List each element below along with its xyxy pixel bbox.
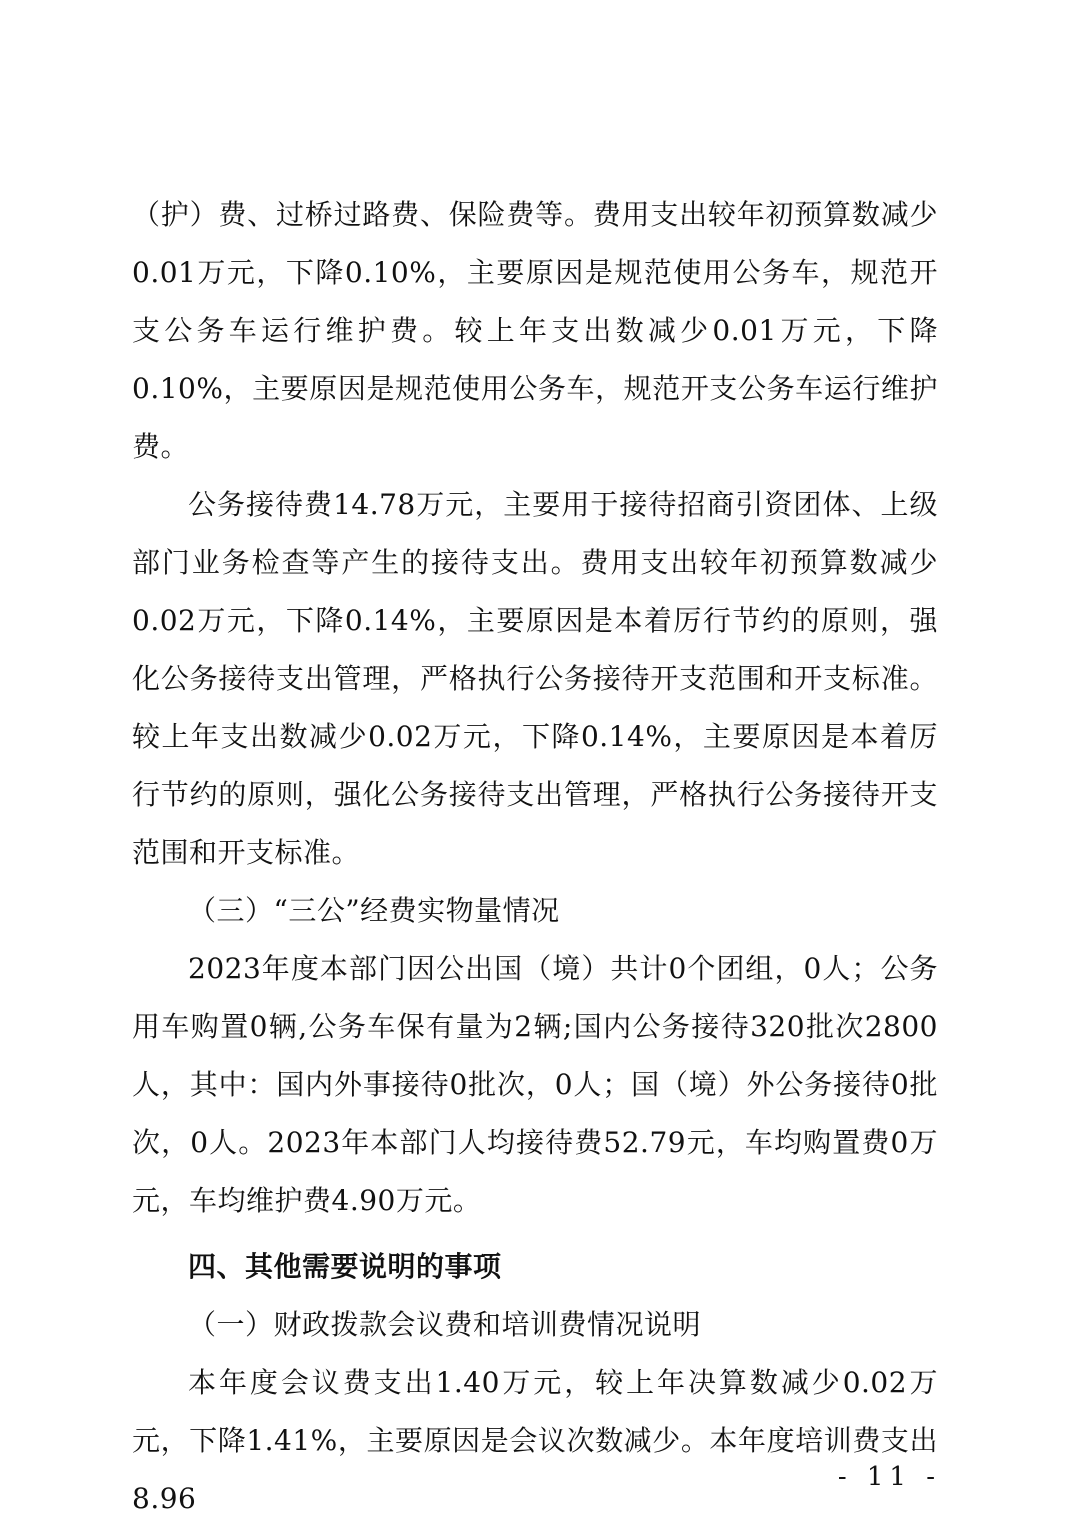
paragraph-vehicle-maintenance: （护）费、过桥过路费、保险费等。费用支出较年初预算数减少0.01万元，下降0.10%，主要原因是规范使用公务车，规范开支公务车运行维护费。较上年支出数减少0.01万元，下降0.10%，主要原因是规范使用公务车，规范开支公务车运行维护费。 [132, 198, 938, 463]
subsection-heading-meeting-training: （一）财政拨款会议费和培训费情况说明 [188, 1308, 702, 1341]
section-heading-physical-quantity: （三）“三公”经费实物量情况 [188, 894, 560, 927]
document-body [132, 186, 938, 1528]
paragraph-meeting-training: 本年度会议费支出1.40万元，较上年决算数减少0.02万元，下降1.41%，主要原因是会议次数减少。本年度培训费支出8.96 [132, 1366, 938, 1515]
paragraph-reception-expenses: 公务接待费14.78万元，主要用于接待招商引资团体、上级部门业务检查等产生的接待支出。费用支出较年初预算数减少0.02万元，下降0.14%，主要原因是本着厉行节约的原则，强化公务接待支出管理，严格执行公务接待开支范围和开支标准。较上年支出数减少0.02万元，下降0.14%，主要原因是本着厉行节约的原则，强化公务接待支出管理，严格执行公务接待开支范围和开支标准。 [132, 488, 938, 869]
section-heading-other-matters: 四、其他需要说明的事项 [188, 1250, 502, 1283]
paragraph-physical-quantity: 2023年度本部门因公出国（境）共计0个团组，0人；公务用车购置0辆,公务车保有量为2辆;国内公务接待320批次2800人，其中：国内外事接待0批次，0人；国（境）外公务接待0批次，0人。2023年本部门人均接待费52.79元，车均购置费0万元，车均维护费4.90万元。 [132, 952, 938, 1217]
page-number: - 11 - [837, 1462, 941, 1492]
